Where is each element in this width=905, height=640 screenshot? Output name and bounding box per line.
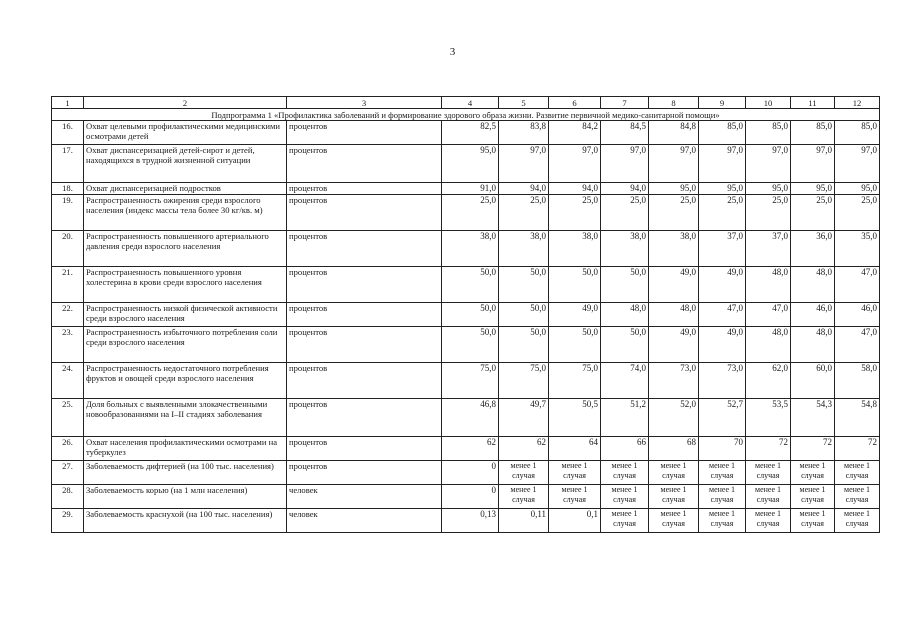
- value-cell: 47,0: [746, 303, 791, 327]
- value-cell: 97,0: [791, 145, 835, 183]
- value-cell: 85,0: [699, 121, 746, 145]
- value-cell: 62,0: [746, 363, 791, 399]
- value-cell: менее 1 случая: [499, 461, 549, 485]
- value-cell: 94,0: [549, 183, 601, 195]
- unit-cell: человек: [287, 509, 442, 533]
- row-number: 20.: [52, 231, 84, 267]
- value-cell: 72: [835, 437, 880, 461]
- value-cell: 50,0: [442, 327, 499, 363]
- value-cell: 25,0: [835, 195, 880, 231]
- unit-cell: процентов: [287, 303, 442, 327]
- unit-cell: процентов: [287, 231, 442, 267]
- value-cell: 0,11: [499, 509, 549, 533]
- value-cell: 83,8: [499, 121, 549, 145]
- unit-cell: процентов: [287, 461, 442, 485]
- row-number: 16.: [52, 121, 84, 145]
- indicator-name: Распространенность избыточного потребления соли среди взрослого населения: [84, 327, 287, 363]
- table-row: [52, 437, 880, 461]
- value-cell: 0,1: [549, 509, 601, 533]
- value-cell: 37,0: [746, 231, 791, 267]
- value-cell: 49,7: [499, 399, 549, 437]
- value-cell: 46,0: [791, 303, 835, 327]
- value-cell: менее 1 случая: [699, 461, 746, 485]
- value-cell: 25,0: [649, 195, 699, 231]
- unit-cell: процентов: [287, 267, 442, 303]
- value-cell: 48,0: [746, 267, 791, 303]
- indicator-name: Охват диспансеризацией подростков: [84, 183, 287, 195]
- unit-cell: процентов: [287, 437, 442, 461]
- column-header: 5: [499, 97, 549, 109]
- value-cell: менее 1 случая: [835, 461, 880, 485]
- value-cell: 58,0: [835, 363, 880, 399]
- value-cell: менее 1 случая: [649, 461, 699, 485]
- value-cell: 75,0: [499, 363, 549, 399]
- value-cell: 85,0: [835, 121, 880, 145]
- indicator-name: Доля больных с выявленными злокачественными новообразованиями на I–II стадиях заболевания: [84, 399, 287, 437]
- value-cell: менее 1 случая: [835, 509, 880, 533]
- value-cell: 46,8: [442, 399, 499, 437]
- value-cell: 25,0: [746, 195, 791, 231]
- row-number: 17.: [52, 145, 84, 183]
- value-cell: 49,0: [649, 327, 699, 363]
- value-cell: 47,0: [699, 303, 746, 327]
- indicator-name: Охват населения профилактическими осмотрами на туберкулез: [84, 437, 287, 461]
- value-cell: 48,0: [746, 327, 791, 363]
- value-cell: 48,0: [791, 327, 835, 363]
- value-cell: 73,0: [699, 363, 746, 399]
- value-cell: 75,0: [549, 363, 601, 399]
- table-row: [52, 195, 880, 231]
- value-cell: 72: [791, 437, 835, 461]
- table-row: [52, 327, 880, 363]
- value-cell: 53,5: [746, 399, 791, 437]
- value-cell: 36,0: [791, 231, 835, 267]
- value-cell: менее 1 случая: [746, 509, 791, 533]
- value-cell: 50,0: [601, 327, 649, 363]
- table-row: [52, 399, 880, 437]
- value-cell: менее 1 случая: [699, 485, 746, 509]
- unit-cell: процентов: [287, 183, 442, 195]
- value-cell: менее 1 случая: [649, 485, 699, 509]
- value-cell: 97,0: [601, 145, 649, 183]
- column-header: 4: [442, 97, 499, 109]
- value-cell: менее 1 случая: [835, 485, 880, 509]
- value-cell: менее 1 случая: [499, 485, 549, 509]
- value-cell: 84,5: [601, 121, 649, 145]
- value-cell: 25,0: [549, 195, 601, 231]
- indicators-table: [51, 96, 880, 533]
- value-cell: 0: [442, 461, 499, 485]
- value-cell: 84,2: [549, 121, 601, 145]
- indicator-name: Распространенность недостаточного потребления фруктов и овощей среди взрослого населения: [84, 363, 287, 399]
- row-number: 23.: [52, 327, 84, 363]
- unit-cell: процентов: [287, 327, 442, 363]
- value-cell: 49,0: [649, 267, 699, 303]
- column-header: 8: [649, 97, 699, 109]
- value-cell: 25,0: [699, 195, 746, 231]
- value-cell: 38,0: [649, 231, 699, 267]
- value-cell: менее 1 случая: [746, 461, 791, 485]
- row-number: 25.: [52, 399, 84, 437]
- value-cell: менее 1 случая: [791, 509, 835, 533]
- value-cell: 25,0: [791, 195, 835, 231]
- column-header: 12: [835, 97, 880, 109]
- column-header: 7: [601, 97, 649, 109]
- value-cell: 94,0: [601, 183, 649, 195]
- value-cell: 68: [649, 437, 699, 461]
- value-cell: 74,0: [601, 363, 649, 399]
- column-header: 2: [84, 97, 287, 109]
- value-cell: 49,0: [549, 303, 601, 327]
- value-cell: 48,0: [791, 267, 835, 303]
- value-cell: 97,0: [499, 145, 549, 183]
- value-cell: 73,0: [649, 363, 699, 399]
- value-cell: менее 1 случая: [601, 461, 649, 485]
- value-cell: 47,0: [835, 327, 880, 363]
- value-cell: 64: [549, 437, 601, 461]
- value-cell: 50,0: [442, 303, 499, 327]
- value-cell: 25,0: [601, 195, 649, 231]
- table-row: [52, 121, 880, 145]
- value-cell: 50,0: [499, 327, 549, 363]
- value-cell: 82,5: [442, 121, 499, 145]
- value-cell: 95,0: [791, 183, 835, 195]
- value-cell: 51,2: [601, 399, 649, 437]
- value-cell: 37,0: [699, 231, 746, 267]
- value-cell: 38,0: [442, 231, 499, 267]
- row-number: 29.: [52, 509, 84, 533]
- value-cell: 0: [442, 485, 499, 509]
- subprogram-title: Подпрограмма 1 «Профилактика заболеваний и формирование здорового образа жизни. Развитие первичной медико-санитарной помощи»: [52, 109, 880, 121]
- value-cell: 49,0: [699, 267, 746, 303]
- row-number: 19.: [52, 195, 84, 231]
- value-cell: 97,0: [835, 145, 880, 183]
- value-cell: 62: [442, 437, 499, 461]
- value-cell: 95,0: [699, 183, 746, 195]
- value-cell: менее 1 случая: [699, 509, 746, 533]
- value-cell: менее 1 случая: [549, 485, 601, 509]
- indicator-name: Заболеваемость дифтерией (на 100 тыс. населения): [84, 461, 287, 485]
- value-cell: 46,0: [835, 303, 880, 327]
- value-cell: 50,5: [549, 399, 601, 437]
- value-cell: 52,0: [649, 399, 699, 437]
- row-number: 22.: [52, 303, 84, 327]
- value-cell: 48,0: [601, 303, 649, 327]
- table-row: [52, 303, 880, 327]
- column-header: 1: [52, 97, 84, 109]
- table-row: [52, 363, 880, 399]
- value-cell: 75,0: [442, 363, 499, 399]
- value-cell: 38,0: [499, 231, 549, 267]
- value-cell: 50,0: [442, 267, 499, 303]
- unit-cell: процентов: [287, 363, 442, 399]
- column-header: 10: [746, 97, 791, 109]
- value-cell: 50,0: [549, 267, 601, 303]
- value-cell: 54,8: [835, 399, 880, 437]
- value-cell: 66: [601, 437, 649, 461]
- indicator-name: Распространенность ожирения среди взрослого населения (индекс массы тела более 30 кг/кв. м): [84, 195, 287, 231]
- row-number: 21.: [52, 267, 84, 303]
- value-cell: 25,0: [442, 195, 499, 231]
- value-cell: 97,0: [549, 145, 601, 183]
- value-cell: менее 1 случая: [601, 485, 649, 509]
- value-cell: 48,0: [649, 303, 699, 327]
- column-header: 11: [791, 97, 835, 109]
- value-cell: 62: [499, 437, 549, 461]
- value-cell: 94,0: [499, 183, 549, 195]
- value-cell: 35,0: [835, 231, 880, 267]
- row-number: 26.: [52, 437, 84, 461]
- value-cell: 60,0: [791, 363, 835, 399]
- value-cell: 70: [699, 437, 746, 461]
- indicator-name: Распространенность повышенного уровня холестерина в крови среди взрослого населения: [84, 267, 287, 303]
- value-cell: 97,0: [649, 145, 699, 183]
- column-header: 9: [699, 97, 746, 109]
- value-cell: менее 1 случая: [791, 485, 835, 509]
- value-cell: 50,0: [499, 303, 549, 327]
- unit-cell: процентов: [287, 195, 442, 231]
- value-cell: 72: [746, 437, 791, 461]
- table-row: [52, 145, 880, 183]
- table-row: [52, 183, 880, 195]
- value-cell: 50,0: [549, 327, 601, 363]
- table-row: [52, 231, 880, 267]
- indicator-name: Охват целевыми профилактическими медицинскими осмотрами детей: [84, 121, 287, 145]
- table-row: [52, 461, 880, 485]
- value-cell: 47,0: [835, 267, 880, 303]
- unit-cell: процентов: [287, 121, 442, 145]
- value-cell: 38,0: [549, 231, 601, 267]
- value-cell: 38,0: [601, 231, 649, 267]
- table-row: [52, 485, 880, 509]
- row-number: 18.: [52, 183, 84, 195]
- unit-cell: человек: [287, 485, 442, 509]
- table-row: [52, 509, 880, 533]
- column-header: 3: [287, 97, 442, 109]
- value-cell: 50,0: [499, 267, 549, 303]
- column-header: 6: [549, 97, 601, 109]
- row-number: 28.: [52, 485, 84, 509]
- value-cell: 95,0: [649, 183, 699, 195]
- indicator-name: Распространенность низкой физической активности среди взрослого населения: [84, 303, 287, 327]
- subprogram-row: [52, 109, 880, 121]
- value-cell: 97,0: [746, 145, 791, 183]
- value-cell: 95,0: [442, 145, 499, 183]
- value-cell: менее 1 случая: [549, 461, 601, 485]
- indicator-name: Заболеваемость корью (на 1 млн населения): [84, 485, 287, 509]
- value-cell: 25,0: [499, 195, 549, 231]
- value-cell: 0,13: [442, 509, 499, 533]
- indicator-name: Заболеваемость краснухой (на 100 тыс. населения): [84, 509, 287, 533]
- unit-cell: процентов: [287, 145, 442, 183]
- value-cell: 95,0: [746, 183, 791, 195]
- column-number-row: [52, 97, 880, 109]
- table-row: [52, 267, 880, 303]
- indicator-name: Охват диспансеризацией детей-сирот и детей, находящихся в трудной жизненной ситуации: [84, 145, 287, 183]
- indicator-name: Распространенность повышенного артериального давления среди взрослого населения: [84, 231, 287, 267]
- value-cell: 84,8: [649, 121, 699, 145]
- value-cell: 54,3: [791, 399, 835, 437]
- value-cell: менее 1 случая: [746, 485, 791, 509]
- value-cell: 91,0: [442, 183, 499, 195]
- value-cell: менее 1 случая: [791, 461, 835, 485]
- value-cell: менее 1 случая: [601, 509, 649, 533]
- value-cell: менее 1 случая: [649, 509, 699, 533]
- value-cell: 97,0: [699, 145, 746, 183]
- row-number: 27.: [52, 461, 84, 485]
- value-cell: 95,0: [835, 183, 880, 195]
- value-cell: 50,0: [601, 267, 649, 303]
- page-number: 3: [449, 46, 456, 58]
- value-cell: 85,0: [791, 121, 835, 145]
- value-cell: 52,7: [699, 399, 746, 437]
- value-cell: 49,0: [699, 327, 746, 363]
- value-cell: 85,0: [746, 121, 791, 145]
- row-number: 24.: [52, 363, 84, 399]
- unit-cell: процентов: [287, 399, 442, 437]
